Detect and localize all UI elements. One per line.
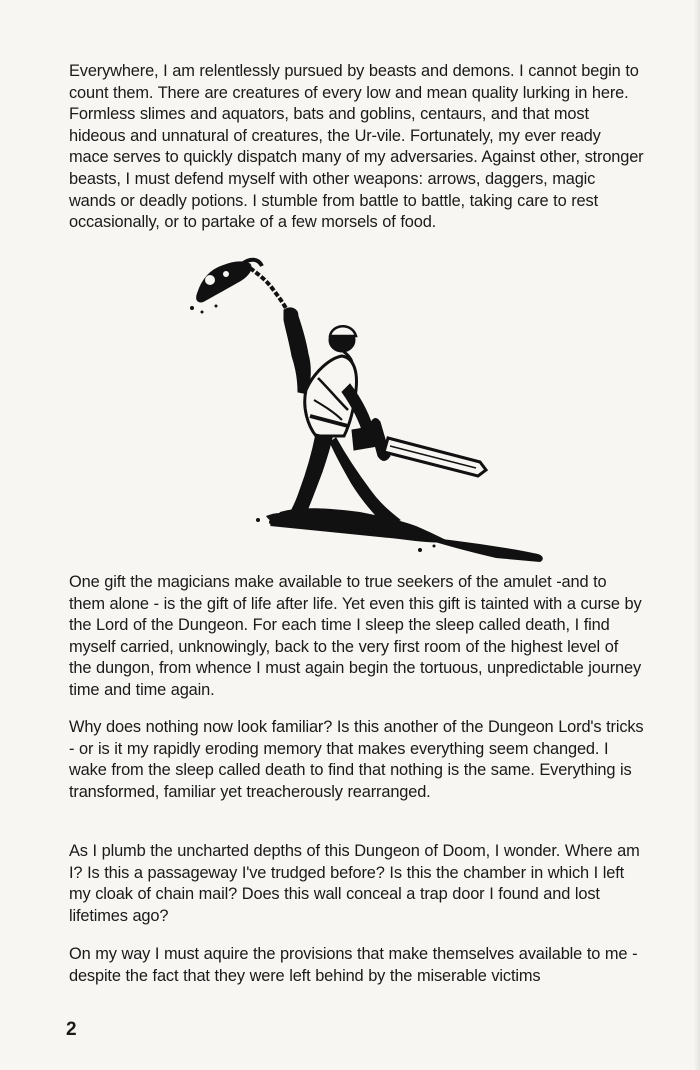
flail-icon [190, 260, 288, 314]
page-number: 2 [66, 1019, 77, 1040]
paragraph-nothing-familiar: Why does nothing now look familiar? Is this another of the Dungeon Lord's tricks - or is it my rapidly eroding memory that makes everything seem changed. I wake from the sleep called death to find that nothing is the same. Everything is transformed, familiar yet treacherously rearranged. [69, 718, 644, 801]
paragraph-gift-of-life: One gift the magicians make available to true seekers of the amulet -and to them alone - is the gift of life after life. Yet even this gift is tainted with a curse by the Lord of the Dungeon. For each time I sleep the sleep called death, I find myself carried, unknowingly, back to the very first room of the highest level of the dungon, from whence I must again begin the tortuous, unpredictable journey time and time again. [69, 573, 642, 699]
page-edge-shadow [694, 0, 700, 1070]
sword-icon [352, 419, 486, 476]
paragraph-dungeon-of-doom: As I plumb the uncharted depths of this Dungeon of Doom, I wonder. Where am I? Is this a passageway I've trudged before? Is this the chamber in which I left my cloak of chain mail? Does this wall conceal a trap door I found and lost lifetimes ago? [69, 842, 640, 925]
paragraph-beasts-and-demons: Everywhere, I am relentlessly pursued by beasts and demons. I cannot begin to count them. There are creatures of every low and mean quality lurking in here. Formless slimes and aquators, bats and goblins, centaurs, and that most hideous and unnatural of creatures, the Ur-vile. Fortunately, my ever ready mace serves to quickly dispatch many of my adversaries. Against other, stronger beasts, I must defend myself with other weapons: arrows, daggers, magic wands or deadly potions. I stumble from battle to battle, taking care to rest occasionally, or to partake of a few morsels of food. [69, 62, 644, 232]
warrior-with-sword-illustration [180, 250, 550, 570]
warrior-figure-icon [284, 308, 400, 526]
paragraph-provisions: On my way I must aquire the provisions that make themselves available to me - despite the fact that they were left behind by the miserable victims [69, 945, 638, 985]
ground-shadow-icon [256, 508, 543, 562]
